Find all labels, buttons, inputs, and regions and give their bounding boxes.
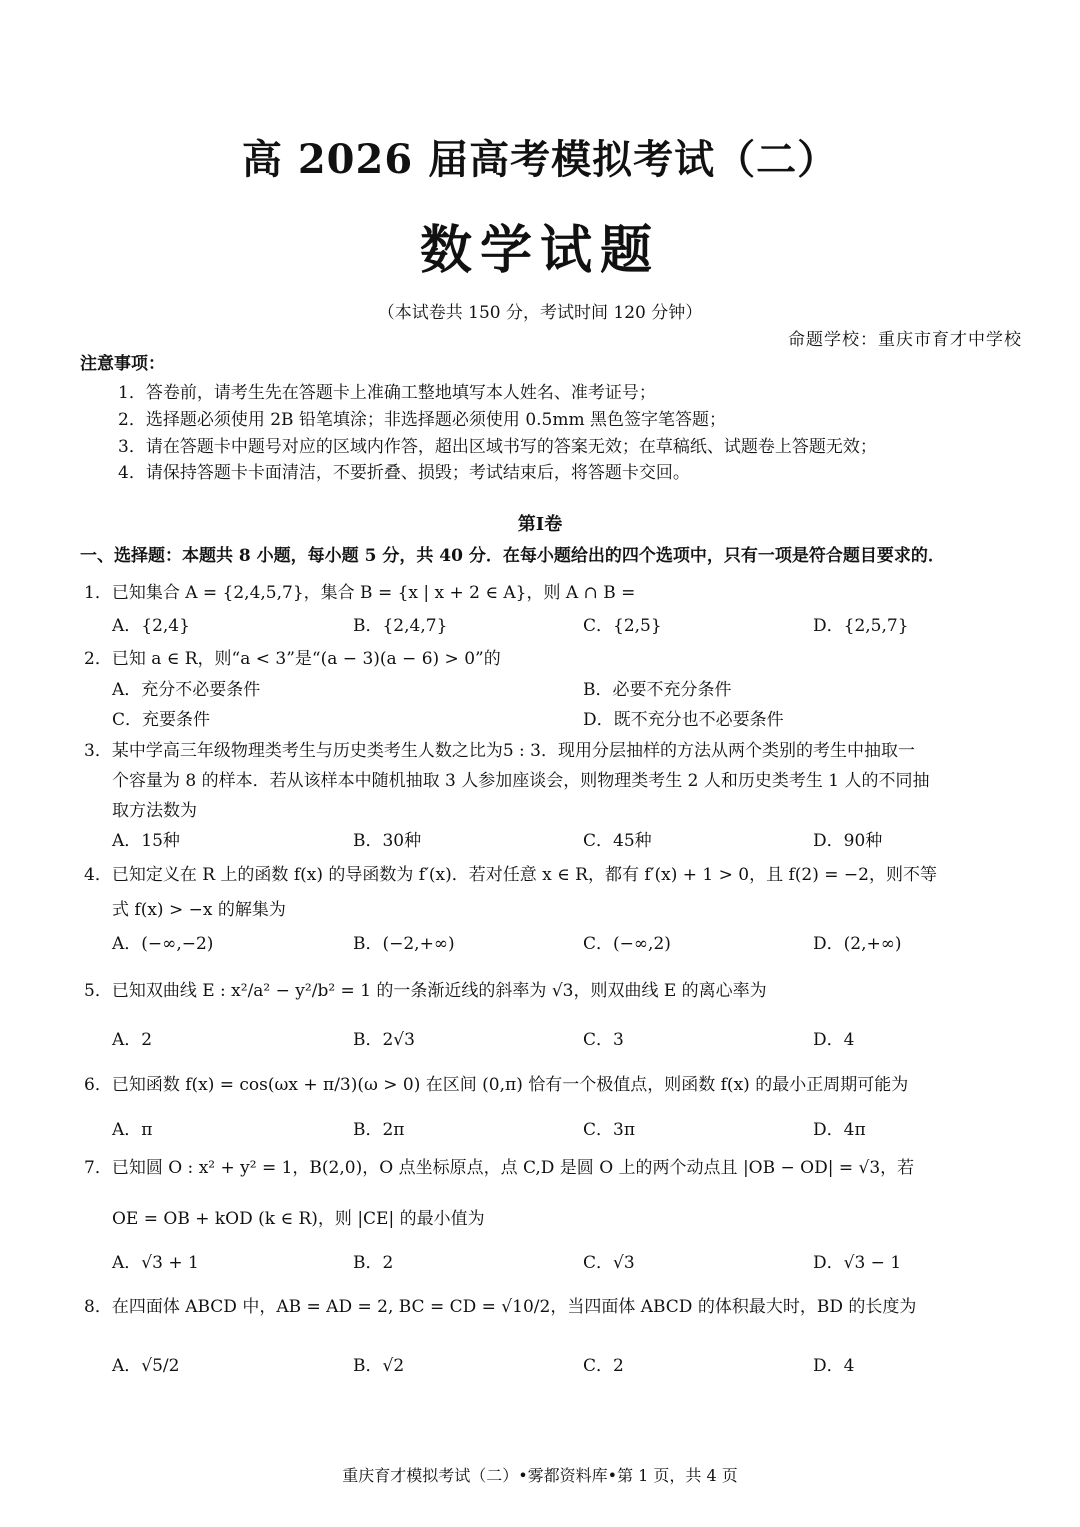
question-stem: 8．在四面体 ABCD 中，AB = AD = 2, BC = CD = √10/2，当四面体 ABCD 的体积最大时，BD 的长度为 <box>84 1297 917 1317</box>
option-d: D．既不充分也不必要条件 <box>583 710 784 730</box>
option-b: B．2π <box>353 1120 405 1140</box>
option-a: A．√5/2 <box>112 1356 180 1376</box>
note-item: 3．请在答题卡中题号对应的区域内作答，超出区域书写的答案无效；在草稿纸、试题卷上答题无效； <box>118 437 877 457</box>
option-d: D．{2,5,7} <box>813 616 909 636</box>
page-footer: 重庆育才模拟考试（二）•雾都资料库•第 1 页，共 4 页 <box>342 1466 738 1485</box>
option-a: A．(−∞,−2) <box>112 934 214 954</box>
option-c: C．充要条件 <box>112 710 211 730</box>
option-a: A．{2,4} <box>112 616 190 636</box>
question-stem: 3．某中学高三年级物理类考生与历史类考生人数之比为5 : 3．现用分层抽样的方法从两个类别的考生中抽取一 <box>84 741 915 761</box>
option-d: D．90种 <box>813 831 883 851</box>
option-b: B．必要不充分条件 <box>583 680 732 700</box>
option-a: A．15种 <box>112 831 180 851</box>
question-stem: 4．已知定义在 R 上的函数 f(x) 的导函数为 f′(x)．若对任意 x ∈ R，都有 f′(x) + 1 > 0，且 f(2) = −2，则不等 <box>84 865 937 885</box>
option-c: C．{2,5} <box>583 616 662 636</box>
option-b: B．(−2,+∞) <box>353 934 455 954</box>
question-stem: 6．已知函数 f(x) = cos(ωx + π/3)(ω > 0) 在区间 (0,π) 恰有一个极值点，则函数 f(x) 的最小正周期可能为 <box>84 1075 909 1095</box>
option-c: C．45种 <box>583 831 652 851</box>
option-d: D．4π <box>813 1120 866 1140</box>
option-c: C．(−∞,2) <box>583 934 671 954</box>
option-a: A．2 <box>112 1030 153 1050</box>
option-b: B．√2 <box>353 1356 405 1376</box>
option-c: C．3 <box>583 1030 624 1050</box>
option-d: D．4 <box>813 1030 855 1050</box>
option-c: C．√3 <box>583 1253 635 1273</box>
notes-heading: 注意事项： <box>80 354 165 374</box>
option-d: D．(2,+∞) <box>813 934 902 954</box>
question-stem-cont: 式 f(x) > −x 的解集为 <box>112 900 286 920</box>
exam-title: 高 2026 届高考模拟考试（二） <box>241 136 839 183</box>
note-item: 2．选择题必须使用 2B 铅笔填涂；非选择题必须使用 0.5mm 黑色签字笔答题； <box>118 410 727 430</box>
section-title: 第Ⅰ卷 <box>517 514 563 535</box>
option-d: D．√3 − 1 <box>813 1253 902 1273</box>
option-b: B．{2,4,7} <box>353 616 448 636</box>
section-heading: 一、选择题：本题共 8 小题，每小题 5 分，共 40 分．在每小题给出的四个选项中，只有一项是符合题目要求的． <box>80 546 945 566</box>
question-stem: 1．已知集合 A = {2,4,5,7}，集合 B = {x | x + 2 ∈ A}，则 A ∩ B = <box>84 583 636 603</box>
question-stem: 7．已知圆 O : x² + y² = 1，B(2,0)，O 点坐标原点，点 C,D 是圆 O 上的两个动点且 |OB − OD| = √3，若 <box>84 1158 915 1178</box>
option-a: A．√3 + 1 <box>112 1253 199 1273</box>
option-c: C．3π <box>583 1120 635 1140</box>
school-name: 命题学校：重庆市育才中学校 <box>788 330 1022 350</box>
question-stem-cont: OE = OB + kOD (k ∈ R)，则 |CE| 的最小值为 <box>112 1209 485 1229</box>
question-stem-cont: 取方法数为 <box>112 801 197 821</box>
question-stem: 5．已知双曲线 E : x²/a² − y²/b² = 1 的一条渐近线的斜率为 √3，则双曲线 E 的离心率为 <box>84 981 767 1001</box>
question-stem-cont: 个容量为 8 的样本．若从该样本中随机抽取 3 人参加座谈会，则物理类考生 2 人和历史类考生 1 人的不同抽 <box>112 771 930 791</box>
option-a: A．π <box>112 1120 153 1140</box>
exam-subtitle: 数学试题 <box>419 220 660 281</box>
note-item: 4．请保持答题卡卡面清洁，不要折叠、损毁；考试结束后，将答题卡交回。 <box>118 463 690 483</box>
exam-info: （本试卷共 150 分，考试时间 120 分钟） <box>377 303 703 323</box>
note-item: 1．答卷前，请考生先在答题卡上准确工整地填写本人姓名、准考证号； <box>118 383 656 403</box>
question-stem: 2．已知 a ∈ R，则“a < 3”是“(a − 3)(a − 6) > 0”的 <box>84 649 501 669</box>
option-c: C．2 <box>583 1356 624 1376</box>
option-b: B．2√3 <box>353 1030 415 1050</box>
option-b: B．2 <box>353 1253 394 1273</box>
option-a: A．充分不必要条件 <box>112 680 261 700</box>
option-d: D．4 <box>813 1356 855 1376</box>
option-b: B．30种 <box>353 831 422 851</box>
